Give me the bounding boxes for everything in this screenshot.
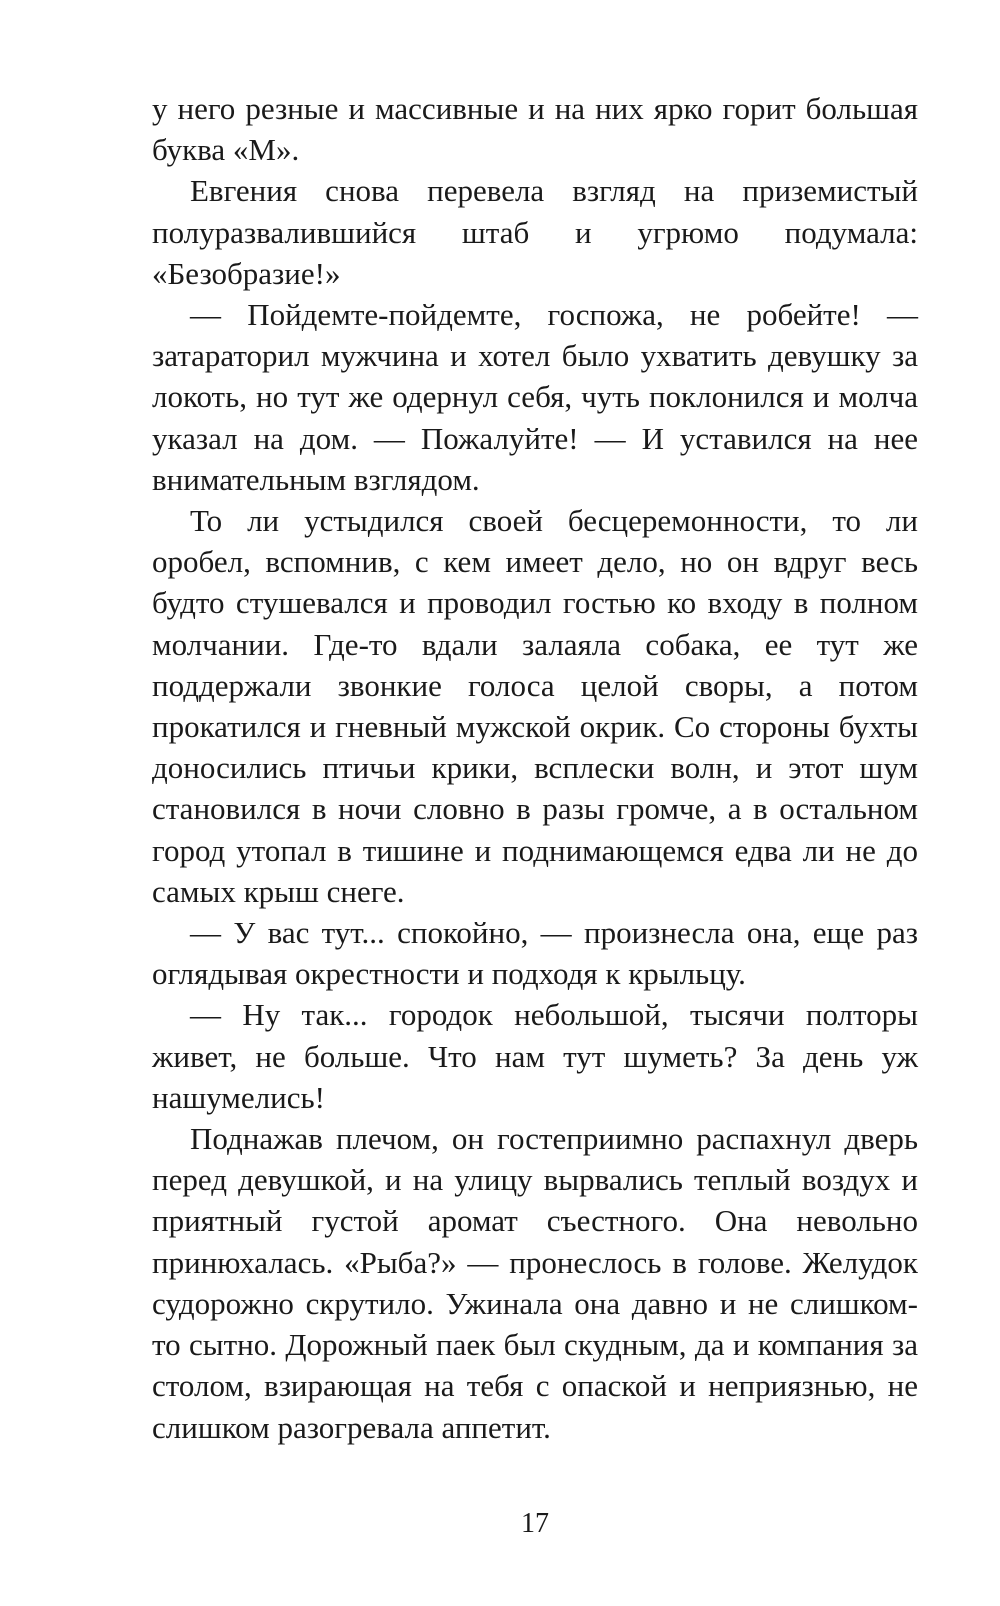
paragraph-3: — Пойдемте-пойдемте, госпожа, не робейте! — затараторил мужчина и хотел было ухватить девушку за локоть, но тут же одернул себя, чуть поклонился и молча указал на дом. — Пожалуйте! — И уставился на нее внимательным взглядом.: [152, 297, 918, 497]
paragraph-2: Евгения снова перевела взгляд на приземистый полуразвалившийся штаб и угрюмо подумала: «Безобразие!»: [152, 173, 918, 291]
paragraph-7: Поднажав плечом, он гостеприимно распахнул дверь перед девушкой, и на улицу вырвались теплый воздух и приятный густой аромат съестного. Она невольно принюхалась. «Рыба?» — пронеслось в голове. Желудок судорожно скрутило. Ужинала она давно и не слишком-то сытно. Дорожный паек был скудным, да и компания за столом, взирающая на тебя с опаской и неприязнью, не слишком разогревала аппетит.: [152, 1121, 918, 1445]
paragraph-5: — У вас тут... спокойно, — произнесла она, еще раз оглядывая окрестности и подходя к крыльцу.: [152, 915, 918, 992]
paragraph-6: — Ну так... городок небольшой, тысячи полторы живет, не больше. Что нам тут шуметь? За день уж нашумелись!: [152, 997, 918, 1115]
paragraph-1: у него резные и массивные и на них ярко горит большая буква «М».: [152, 91, 918, 168]
book-page-text: [152, 88, 918, 1448]
page-number: 17: [521, 1508, 549, 1539]
paragraph-4: То ли устыдился своей бесцеремонности, то ли оробел, вспомнив, с кем имеет дело, но он вдруг весь будто стушевался и проводил гостью ко входу в полном молчании. Где-то вдали залаяла собака, ее тут же поддержали звонкие голоса целой своры, а потом прокатился и гневный мужской окрик. Со стороны бухты доносились птичьи крики, всплески волн, и этот шум становился в ночи словно в разы громче, а в остальном город утопал в тишине и поднимающемся едва ли не до самых крыш снеге.: [152, 503, 918, 909]
